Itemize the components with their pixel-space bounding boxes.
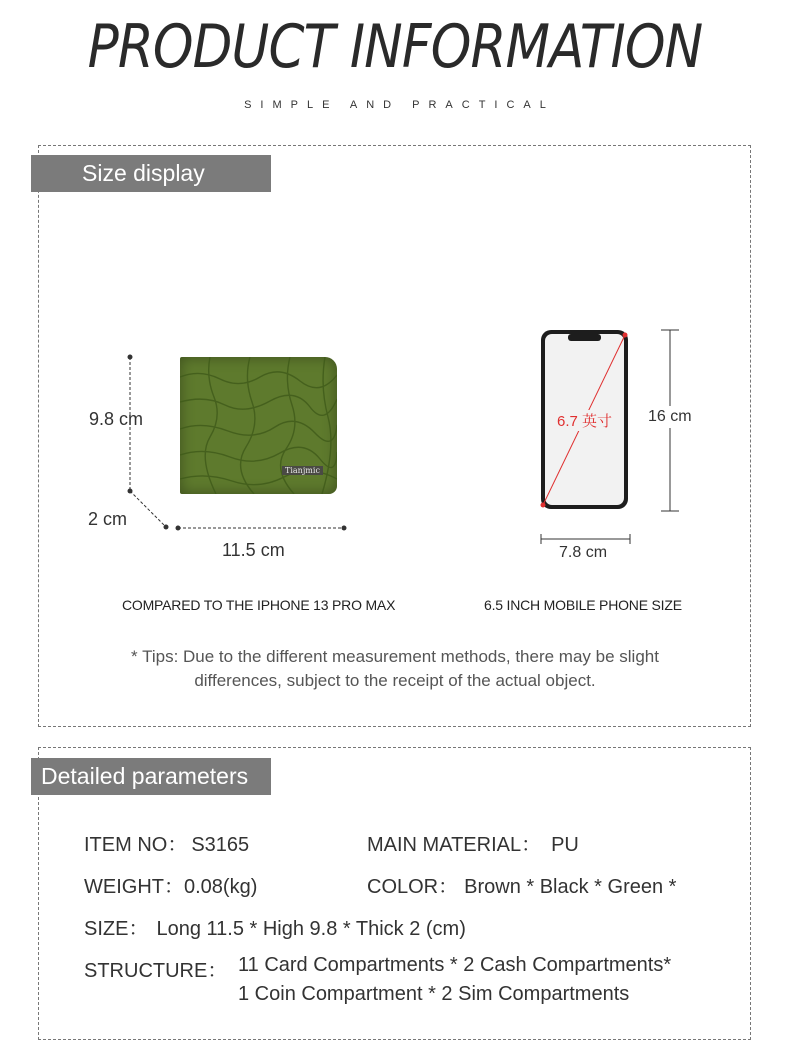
size-label: SIZE： xyxy=(84,918,149,940)
tips-line-2: differences, subject to the receipt of the actual object. xyxy=(194,671,596,690)
color-label: COLOR： xyxy=(367,876,459,898)
phone-caption: 6.5 INCH MOBILE PHONE SIZE xyxy=(484,597,682,613)
parameters-tab-label: Detailed parameters xyxy=(41,763,249,789)
size-display-tab xyxy=(31,155,271,192)
item-no-label: ITEM NO： xyxy=(84,834,188,856)
parameters-tab xyxy=(31,758,271,795)
structure-value-line-1: 11 Card Compartments * 2 Cash Compartments* xyxy=(238,954,672,976)
material-row xyxy=(367,828,579,857)
wallet-brand-tag: Tianjmic xyxy=(282,466,323,475)
weight-row xyxy=(84,870,257,899)
item-no-row xyxy=(84,828,249,857)
phone-height-label: 16 cm xyxy=(648,406,692,428)
weight-value: 0.08(kg) xyxy=(184,876,258,898)
tips-line-1: * Tips: Due to the different measurement methods, there may be slight xyxy=(131,647,659,666)
wallet-height-label: 9.8 cm xyxy=(89,409,144,429)
wallet-width-label: 11.5 cm xyxy=(222,540,285,560)
phone-width-label: 7.8 cm xyxy=(559,544,608,561)
wallet-caption: COMPARED TO THE IPHONE 13 PRO MAX xyxy=(122,597,396,613)
item-no-value: S3165 xyxy=(191,834,250,856)
color-row xyxy=(367,870,676,899)
material-value: PU xyxy=(551,834,579,856)
tips-text xyxy=(0,645,790,693)
wallet-depth-label: 2 cm xyxy=(88,509,128,529)
size-display-tab-label: Size display xyxy=(82,160,205,186)
structure-row xyxy=(84,954,227,983)
weight-label: WEIGHT： xyxy=(84,876,184,898)
structure-value-line-2: 1 Coin Compartment * 2 Sim Compartments xyxy=(238,983,630,1005)
size-value: Long 11.5 * High 9.8 * Thick 2 (cm) xyxy=(156,918,466,940)
phone-diagonal-label: 6.7 英寸 xyxy=(556,410,613,431)
size-row xyxy=(84,912,466,941)
structure-label: STRUCTURE： xyxy=(84,960,228,982)
material-label: MAIN MATERIAL： xyxy=(367,834,542,856)
page-subtitle: SIMPLE AND PRACTICAL xyxy=(244,99,555,111)
color-value: Brown * Black * Green * xyxy=(464,876,677,898)
phone-image xyxy=(530,322,705,552)
page-title: PRODUCT INFORMATION xyxy=(87,12,703,82)
